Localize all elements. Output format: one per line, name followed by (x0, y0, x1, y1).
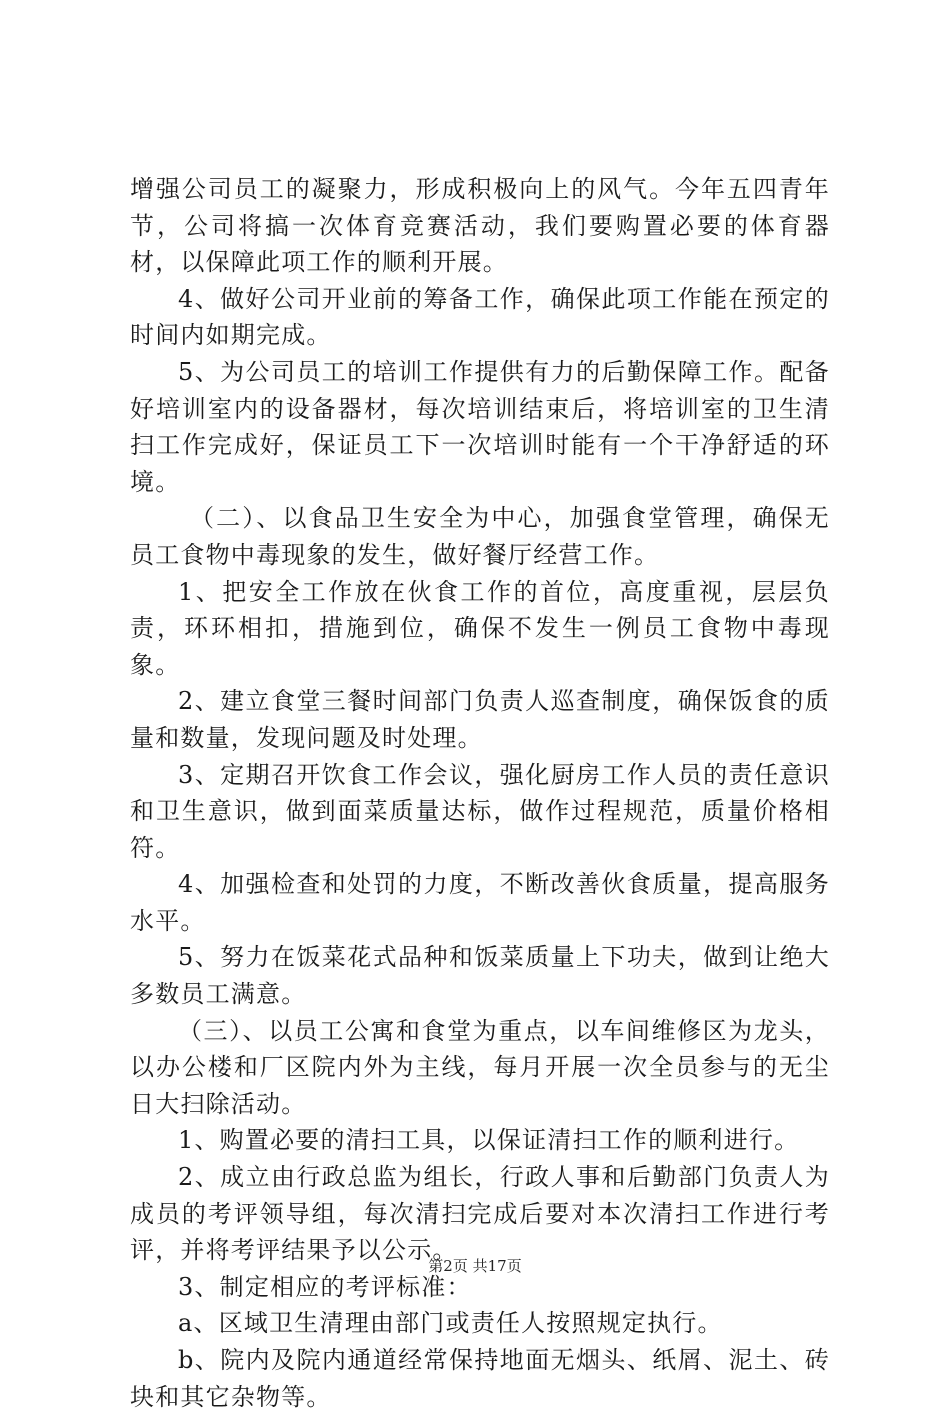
paragraph-continuation: 增强公司员工的凝聚力，形成积极向上的风气。今年五四青年节，公司将搞一次体育竞赛活动，我们要购置必要的体育器材，以保障此项工作的顺利开展。 (130, 175, 830, 277)
paragraph-item-2: 2、建立食堂三餐时间部门负责人巡查制度，确保饭食的质量和数量，发现问题及时处理。 (130, 687, 830, 752)
paragraph-item-5: 5、为公司员工的培训工作提供有力的后勤保障工作。配备好培训室内的设备器材，每次培训结束后，将培训室的卫生清扫工作完成好，保证员工下一次培训时能有一个干净舒适的环境。 (130, 357, 830, 496)
paragraph-item-4: 4、做好公司开业前的筹备工作，确保此项工作能在预定的时间内如期完成。 (130, 284, 830, 350)
paragraph-sub-b: b、院内及院内通道经常保持地面无烟头、纸屑、泥土、砖块和其它杂物等。 (130, 1346, 830, 1411)
section-heading-3: （三）、以员工公寓和食堂为重点，以车间维修区为龙头，以办公楼和厂区院内外为主线，每月开展一次全员参与的无尘日大扫除活动。 (130, 1016, 830, 1118)
document-body (130, 171, 830, 1415)
paragraph-sub-a: a、区域卫生清理由部门或责任人按照规定执行。 (178, 1309, 723, 1338)
paragraph-item-1c: 1、购置必要的清扫工具，以保证清扫工作的顺利进行。 (178, 1126, 800, 1155)
paragraph-item-4b: 4、加强检查和处罚的力度，不断改善伙食质量，提高服务水平。 (130, 870, 830, 935)
paragraph-item-3c: 3、制定相应的考评标准： (178, 1272, 472, 1301)
paragraph-item-2c: 2、成立由行政总监为组长，行政人事和后勤部门负责人为成员的考评领导组，每次清扫完成后要对本次清扫工作进行考评，并将考评结果予以公示。 (130, 1163, 830, 1265)
paragraph-item-5b: 5、努力在饭菜花式品种和饭菜质量上下功夫，做到让绝大多数员工满意。 (130, 943, 830, 1009)
section-heading-2: （二）、以食品卫生安全为中心，加强食堂管理，确保无员工食物中毒现象的发生，做好餐厅经营工作。 (130, 504, 830, 569)
paragraph-item-3: 3、定期召开饮食工作会议，强化厨房工作人员的责任意识和卫生意识，做到面菜质量达标，做作过程规范，质量价格相符。 (130, 760, 830, 862)
paragraph-item-1: 1、把安全工作放在伙食工作的首位，高度重视，层层负责，环环相扣，措施到位，确保不发生一例员工食物中毒现象。 (130, 577, 830, 679)
page-number-footer: 第2页 共17页 (428, 1257, 522, 1275)
